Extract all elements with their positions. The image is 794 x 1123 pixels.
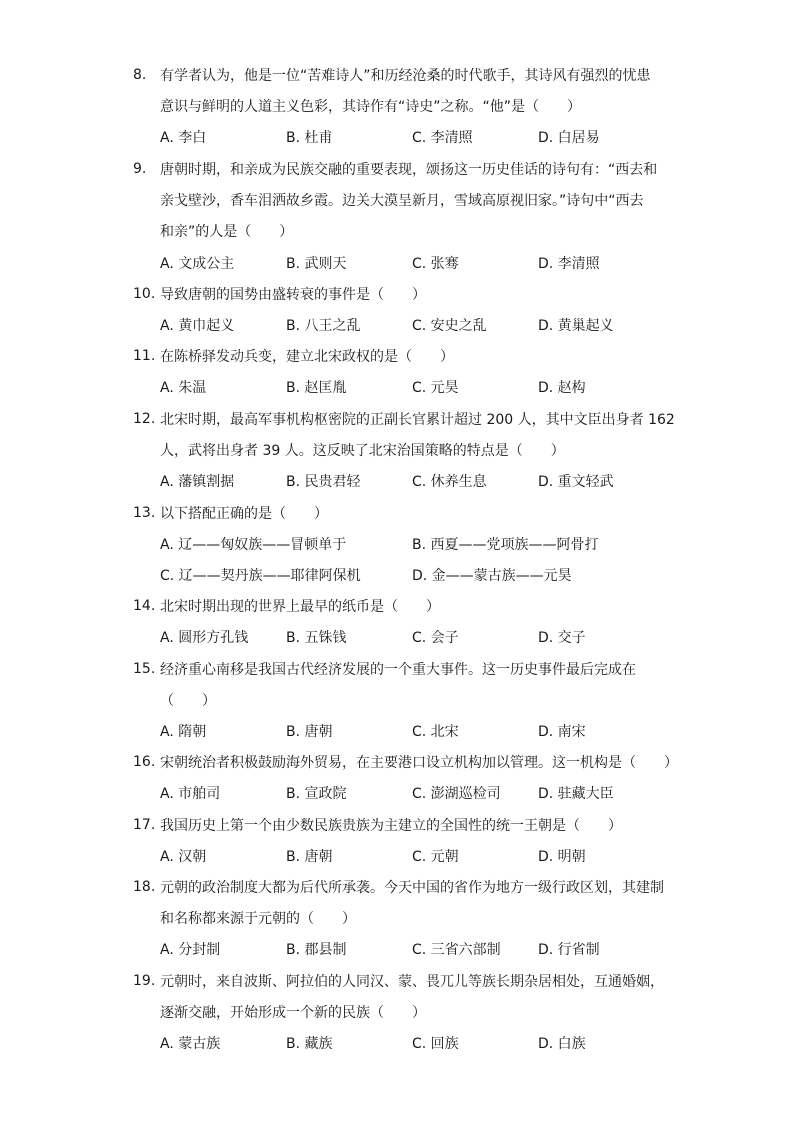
- question-stem: [160, 286, 680, 317]
- question-stem: [160, 973, 680, 1035]
- option-d: D. 重文轻武: [538, 474, 614, 490]
- question-stem-line: 有学者认为，他是一位“苦难诗人”和历经沧桑的时代歌手，其诗风有强烈的忧患: [160, 68, 651, 84]
- question-stem-line: 以下搭配正确的是（ ）: [160, 506, 328, 522]
- options-row: [160, 129, 680, 149]
- option-d: D. 明朝: [538, 849, 586, 865]
- question-stem-line: 人，武将出身者 39 人。这反映了北宋治国策略的特点是（ ）: [160, 443, 565, 459]
- option-c: C. 北宋: [412, 724, 459, 740]
- options-row: [160, 379, 680, 399]
- option-a: A. 隋朝: [160, 724, 207, 740]
- question-stem-line: 意识与鲜明的人道主义色彩，其诗作有“诗史”之称。“他”是（ ）: [160, 99, 582, 115]
- option-a: A. 分封制: [160, 942, 221, 958]
- options-row: [160, 536, 680, 556]
- question-stem-line: 北宋时期出现的世界上最早的纸币是（ ）: [160, 599, 440, 615]
- question-stem-line: 元朝时，来自波斯、阿拉伯的人同汉、蒙、畏兀儿等族长期杂居相处，互通婚姻，: [160, 974, 664, 990]
- options-row: [160, 848, 680, 868]
- option-b: B. 唐朝: [286, 849, 333, 865]
- option-d: D. 白居易: [538, 130, 600, 146]
- question-stem: [160, 67, 680, 129]
- question-number: 9.: [133, 161, 147, 177]
- question-stem-line: 唐朝时期，和亲成为民族交融的重要表现，颂扬这一历史佳话的诗句有：“西去和: [160, 162, 658, 178]
- option-c: C. 元朝: [412, 849, 459, 865]
- question-stem: [160, 879, 680, 941]
- question-number: 14.: [133, 598, 156, 614]
- options-row: [160, 317, 680, 337]
- options-row: [160, 629, 680, 649]
- option-a: A. 黄巾起义: [160, 318, 235, 334]
- option-c: C. 辽——契丹族——耶律阿保机: [160, 568, 361, 584]
- option-a: A. 辽——匈奴族——冒顿单于: [160, 537, 347, 553]
- question-stem: [160, 348, 680, 379]
- question-number: 18.: [133, 879, 156, 895]
- option-a: A. 文成公主: [160, 256, 235, 272]
- question-stem-line: 逐渐交融，开始形成一个新的民族（ ）: [160, 1005, 426, 1021]
- option-b: B. 武则天: [286, 256, 347, 272]
- option-c: C. 休养生息: [412, 474, 487, 490]
- question-stem-line: 元朝的政治制度大都为后代所承袭。今天中国的省作为地方一级行政区划，其建制: [160, 880, 664, 896]
- question-stem: [160, 817, 680, 848]
- option-b: B. 赵匡胤: [286, 380, 347, 396]
- option-d: D. 金——蒙古族——元昊: [412, 568, 572, 584]
- question-stem: [160, 161, 680, 254]
- options-row: [160, 723, 680, 743]
- question-stem: [160, 754, 680, 785]
- option-d: D. 交子: [538, 630, 586, 646]
- option-c: C. 张骞: [412, 256, 459, 272]
- question-stem: [160, 598, 680, 629]
- question-stem-line: 宋朝统治者积极鼓励海外贸易，在主要港口设立机构加以管理。这一机构是（ ）: [160, 755, 678, 771]
- option-d: D. 白族: [538, 1036, 586, 1052]
- question-stem-line: （ ）: [160, 693, 216, 709]
- option-c: C. 回族: [412, 1036, 459, 1052]
- options-row: [160, 785, 680, 805]
- question-number: 10.: [133, 286, 156, 302]
- question-stem: [160, 505, 680, 536]
- option-d: D. 黄巢起义: [538, 318, 614, 334]
- question-stem-line: 北宋时期，最高军事机构枢密院的正副长官累计超过 200 人，其中文臣出身者 162: [160, 412, 675, 428]
- question-number: 16.: [133, 754, 156, 770]
- option-c: C. 会子: [412, 630, 459, 646]
- option-a: A. 李白: [160, 130, 207, 146]
- option-b: B. 郡县制: [286, 942, 347, 958]
- question-stem: [160, 411, 680, 473]
- option-a: A. 朱温: [160, 380, 207, 396]
- option-b: B. 杜甫: [286, 130, 333, 146]
- options-row: [160, 941, 680, 961]
- option-d: D. 南宋: [538, 724, 586, 740]
- question-number: 12.: [133, 411, 156, 427]
- question-number: 17.: [133, 817, 156, 833]
- question-stem-line: 和亲”的人是（ ）: [160, 224, 294, 240]
- option-a: A. 汉朝: [160, 849, 207, 865]
- option-a: A. 蒙古族: [160, 1036, 221, 1052]
- option-b: B. 藏族: [286, 1036, 333, 1052]
- question-number: 13.: [133, 505, 156, 521]
- option-b: B. 五铢钱: [286, 630, 347, 646]
- question-stem-line: 经济重心南移是我国古代经济发展的一个重大事件。这一历史事件最后完成在: [160, 662, 636, 678]
- option-b: B. 八王之乱: [286, 318, 361, 334]
- option-a: A. 藩镇割据: [160, 474, 235, 490]
- option-d: D. 行省制: [538, 942, 600, 958]
- option-d: D. 赵构: [538, 380, 586, 396]
- option-d: D. 李清照: [538, 256, 600, 272]
- option-d: D. 驻藏大臣: [538, 786, 614, 802]
- question-stem-line: 亲戈壁沙，香车泪洒故乡霞。边关大漠呈新月，雪域高原视旧家。”诗句中“西去: [160, 193, 644, 209]
- question-stem: [160, 661, 680, 723]
- options-row: [160, 473, 680, 493]
- options-row: [160, 1035, 680, 1055]
- option-c: C. 元昊: [412, 380, 459, 396]
- question-stem-line: 我国历史上第一个由少数民族贵族为主建立的全国性的统一王朝是（ ）: [160, 818, 622, 834]
- options-row: [160, 567, 680, 587]
- option-b: B. 西夏——党项族——阿骨打: [412, 537, 599, 553]
- option-c: C. 三省六部制: [412, 942, 501, 958]
- option-c: C. 李清照: [412, 130, 473, 146]
- options-row: [160, 255, 680, 275]
- question-number: 19.: [133, 973, 156, 989]
- option-b: B. 宣政院: [286, 786, 347, 802]
- question-number: 8.: [133, 67, 147, 83]
- question-number: 11.: [133, 348, 156, 364]
- question-stem-line: 导致唐朝的国势由盛转衰的事件是（ ）: [160, 287, 426, 303]
- option-c: C. 澎湖巡检司: [412, 786, 501, 802]
- option-b: B. 民贵君轻: [286, 474, 361, 490]
- option-b: B. 唐朝: [286, 724, 333, 740]
- question-number: 15.: [133, 661, 156, 677]
- question-stem-line: 在陈桥驿发动兵变，建立北宋政权的是（ ）: [160, 349, 454, 365]
- question-stem-line: 和名称都来源于元朝的（ ）: [160, 911, 356, 927]
- option-a: A. 市舶司: [160, 786, 221, 802]
- option-c: C. 安史之乱: [412, 318, 487, 334]
- option-a: A. 圆形方孔钱: [160, 630, 249, 646]
